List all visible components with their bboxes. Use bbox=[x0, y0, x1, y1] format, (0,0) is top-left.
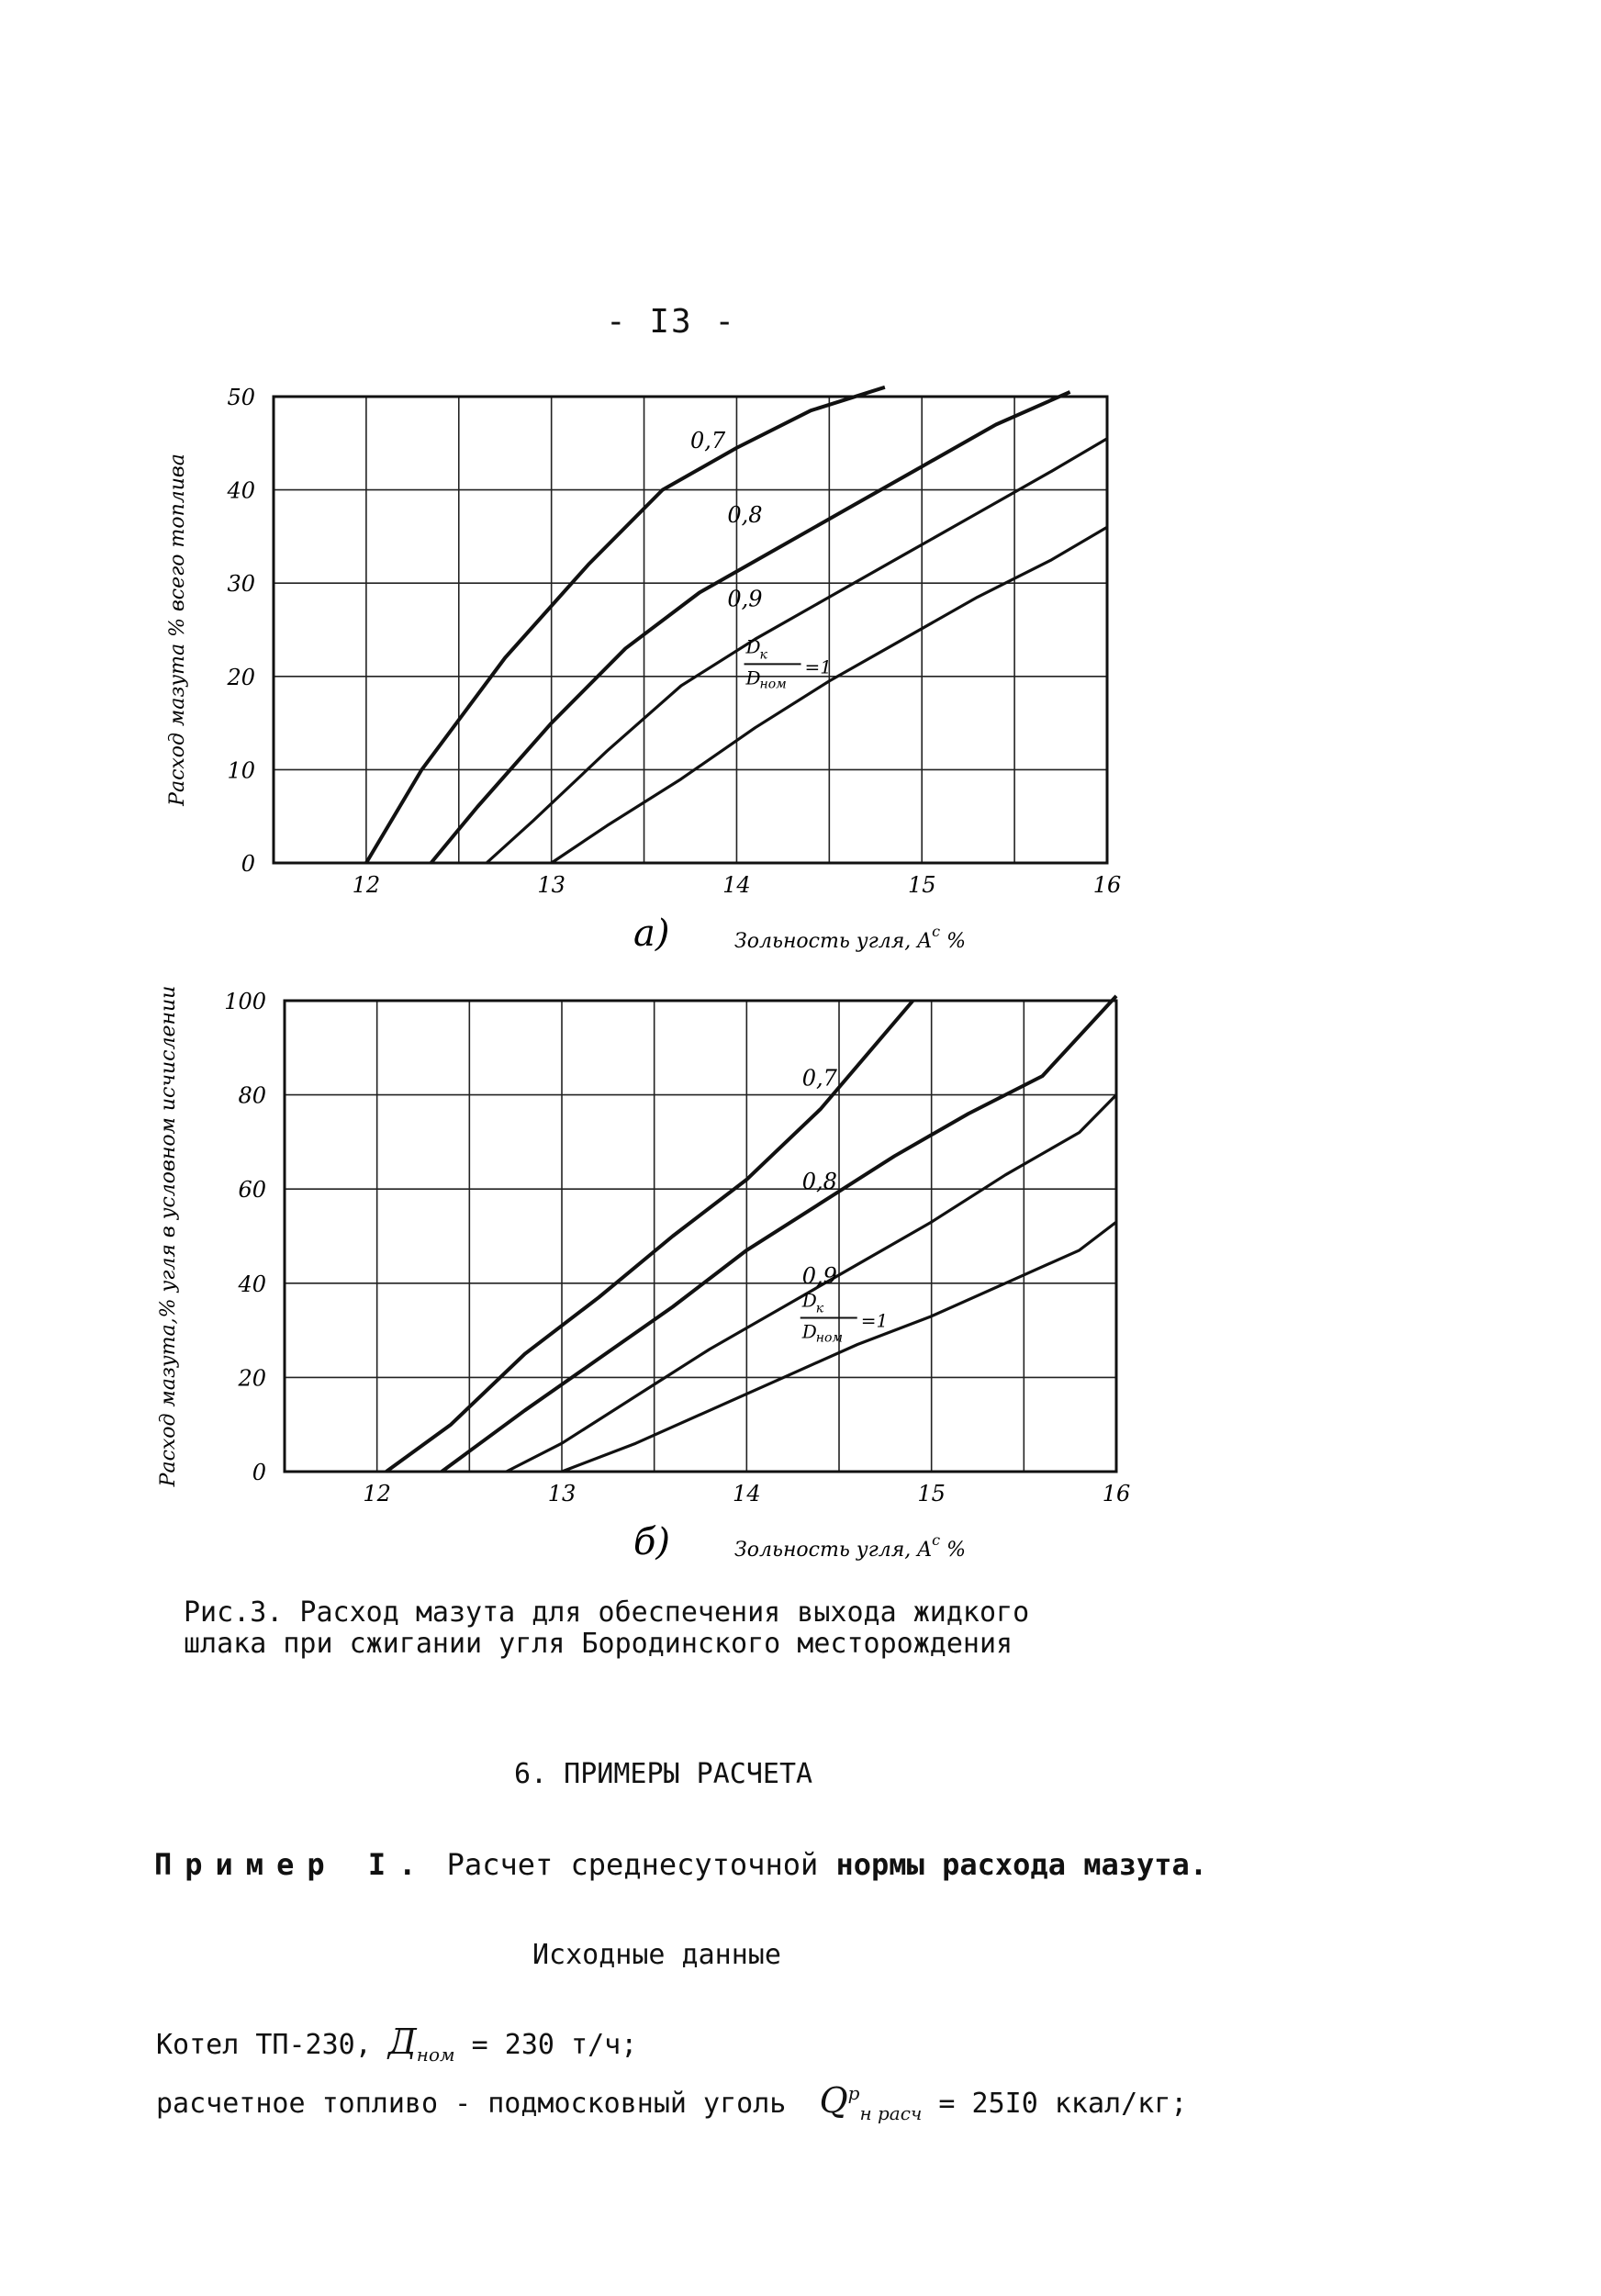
y-tick-label: 40 bbox=[238, 1271, 266, 1297]
x-tick-label: 16 bbox=[1092, 872, 1122, 898]
initial-data-title: Исходные данные bbox=[532, 1939, 781, 1971]
series-label: 0,7 bbox=[801, 1065, 837, 1092]
example-heading bbox=[154, 1847, 1207, 1882]
x-axis-title-superscript: c bbox=[932, 1531, 941, 1549]
boiler-symbol: Д bbox=[387, 2022, 417, 2062]
ratio-denominator-sub: ном bbox=[759, 677, 787, 692]
plot-frame bbox=[285, 1001, 1116, 1472]
panel-label: а) bbox=[633, 913, 670, 955]
fuel-line bbox=[156, 2080, 1187, 2124]
fuel-subscript: н расч bbox=[859, 2102, 923, 2124]
x-axis-title-main: Зольность угля, A bbox=[734, 1539, 933, 1562]
panel-label: б) bbox=[633, 1521, 671, 1563]
ratio-suffix: =1 bbox=[860, 1309, 889, 1332]
x-tick-label: 14 bbox=[733, 1481, 761, 1506]
ratio-numerator: D bbox=[801, 1289, 817, 1312]
x-tick-label: 12 bbox=[363, 1481, 391, 1506]
example-text: Расчет среднесуточной bbox=[446, 1847, 836, 1882]
series-label: 0,9 bbox=[801, 1262, 837, 1289]
series-label: 0,7 bbox=[690, 427, 726, 454]
ratio-suffix: =1 bbox=[804, 655, 833, 678]
boiler-prefix: Котел ТП-230, bbox=[156, 2029, 372, 2061]
boiler-value: = 230 т/ч; bbox=[471, 2029, 638, 2061]
x-tick-label: 15 bbox=[907, 872, 936, 898]
boiler-line bbox=[156, 2022, 637, 2066]
y-tick-label: 50 bbox=[227, 385, 255, 410]
fuel-prefix: расчетное топливо - подмосковный уголь bbox=[156, 2088, 787, 2120]
y-tick-label: 80 bbox=[238, 1082, 266, 1109]
x-axis-title bbox=[734, 1531, 966, 1562]
x-axis-title-superscript: c bbox=[932, 923, 941, 940]
y-tick-label: 30 bbox=[227, 571, 255, 598]
ratio-numerator: D bbox=[745, 635, 761, 658]
page-number: - I3 - bbox=[606, 303, 737, 341]
example-text-bold: нормы расхода мазута. bbox=[835, 1847, 1208, 1882]
y-tick-label: 20 bbox=[238, 1365, 266, 1392]
ratio-numerator-sub: к bbox=[815, 1301, 824, 1316]
x-tick-label: 13 bbox=[547, 1481, 577, 1506]
caption-line-2: шлака при сжигании угля Бородинского месторождения bbox=[184, 1628, 1013, 1660]
boiler-subscript: ном bbox=[416, 2044, 455, 2066]
y-tick-label: 40 bbox=[227, 477, 255, 504]
x-tick-label: 15 bbox=[917, 1481, 946, 1506]
series-label: 0,8 bbox=[801, 1169, 837, 1195]
x-tick-label: 14 bbox=[722, 872, 751, 898]
figure-caption bbox=[184, 1597, 1029, 1660]
ratio-denominator-sub: ном bbox=[815, 1330, 843, 1346]
series-line bbox=[442, 996, 1116, 1472]
y-tick-label: 0 bbox=[252, 1460, 266, 1485]
section-title: 6. ПРИМЕРЫ РАСЧЕТА bbox=[514, 1758, 813, 1790]
y-tick-label: 60 bbox=[238, 1177, 266, 1204]
x-tick-label: 16 bbox=[1102, 1481, 1131, 1506]
caption-line-1: Рис.3. Расход мазута для обеспечения выхода жидкого bbox=[184, 1596, 1030, 1629]
y-tick-label: 0 bbox=[241, 851, 255, 877]
series-label: 0,9 bbox=[727, 586, 763, 612]
fuel-value: = 25I0 ккал/кг; bbox=[938, 2088, 1188, 2120]
x-tick-label: 12 bbox=[352, 872, 381, 898]
x-axis-title-main: Зольность угля, A bbox=[734, 930, 933, 953]
y-axis-title: Расход мазута,% угля в условном исчислении bbox=[157, 985, 180, 1487]
x-tick-label: 13 bbox=[537, 872, 565, 898]
ratio-denominator: D bbox=[745, 666, 761, 689]
ratio-denominator: D bbox=[801, 1320, 817, 1343]
y-tick-label: 10 bbox=[227, 757, 255, 784]
example-label: Пример I. bbox=[154, 1847, 430, 1882]
fuel-symbol: Q bbox=[819, 2080, 848, 2121]
y-tick-label: 20 bbox=[227, 664, 255, 690]
x-axis-title-unit: % bbox=[940, 930, 967, 953]
y-tick-label: 100 bbox=[224, 989, 266, 1014]
fuel-superscript: р bbox=[847, 2082, 860, 2104]
x-axis-title-unit: % bbox=[940, 1539, 967, 1562]
series-label: 0,8 bbox=[727, 502, 763, 529]
ratio-numerator-sub: к bbox=[759, 647, 767, 663]
y-axis-title: Расход мазута % всего топлива bbox=[166, 454, 189, 806]
